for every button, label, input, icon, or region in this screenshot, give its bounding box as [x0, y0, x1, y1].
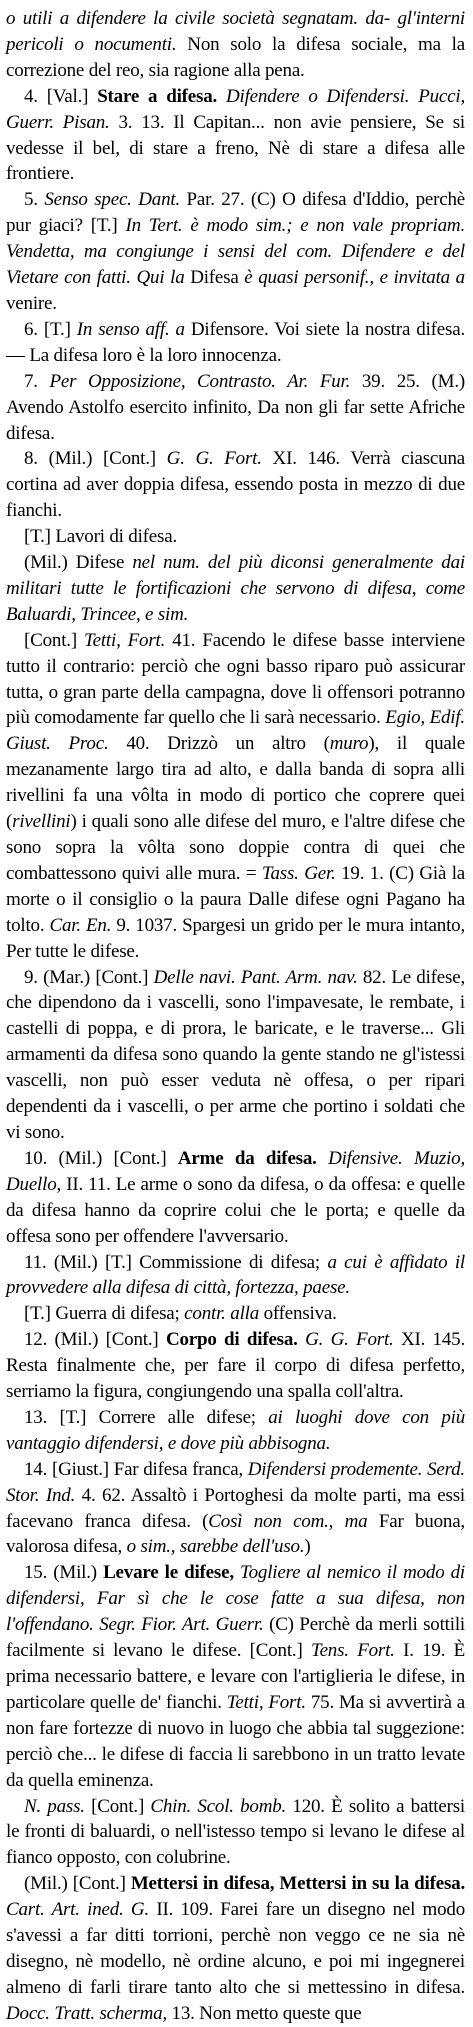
body-text: 6. [T.]	[24, 318, 77, 340]
body-text: Far buona, valorosa difesa,	[6, 1510, 465, 1558]
italic-text: In senso aff. a	[76, 318, 185, 340]
dictionary-paragraph	[6, 1250, 465, 1302]
italic-text: Cart. Art. ined. G.	[6, 1899, 149, 1921]
body-text: (Mil.) Difese	[24, 552, 133, 574]
dictionary-paragraph	[6, 1457, 465, 1561]
body-text: 9. 1037. Spargesi un grido per le mura intanto, Per tutte le difese.	[6, 914, 465, 962]
body-text: [T.] Guerra di difesa;	[24, 1303, 185, 1325]
entry-phrase: Levare le difese,	[103, 1562, 234, 1584]
body-text: 39. 25. (M.) Avendo Astolfo esercito infinito, Da non gli far sette Afriche difesa.	[6, 370, 466, 444]
body-text: Par. 27. (C) O difesa d'Iddio, perchè pur giaci? [T.]	[6, 189, 466, 237]
dictionary-paragraph	[6, 446, 465, 524]
entry-phrase: Arme da difesa.	[177, 1147, 317, 1169]
body-text: 9. (Mar.) [Cont.]	[24, 966, 154, 988]
body-text: 8. (Mil.) [Cont.]	[24, 448, 167, 470]
dictionary-paragraph	[6, 1794, 465, 1872]
italic-text: Per Opposizione, Contrasto. Ar. Fur.	[49, 370, 351, 392]
dictionary-paragraph	[6, 1146, 465, 1250]
dictionary-paragraph	[6, 369, 465, 447]
dictionary-paragraph	[6, 550, 465, 628]
entry-phrase: Stare a difesa.	[97, 85, 218, 107]
body-text: 40. Drizzò un altro (	[108, 733, 330, 755]
italic-text: In Tert. è modo sim.; e non vale propriam. Vendetta, ma congiunge i sensi del com. Difendere e del Vietare con fatti. Qui la	[6, 215, 465, 289]
italic-text: muro	[329, 733, 369, 755]
body-text: 82. Le difese, che dipendono da i vascelli, sono l'impavesate, le rembate, i castelli di poppa, e di prora, le baricate, e le traverse... Gli armamenti da difesa sono quando la gente stando ne gl'istessi vascelli, non può esser veduta nè offesa, o per ripari dependenti da i vascelli, o per arme che portino i soldati che vi sono.	[6, 966, 465, 1143]
body-text: II. 109. Farei fare un disegno nel modo s'avessi a far ditti torrioni, perchè non veggo ce ne sia nè disegno, nè modello, nè ordine alcuno, e poi mi ingegnerei almeno di farli tirare tanto alto che si mettessino in difesa.	[6, 1899, 466, 1998]
body-text: 10. (Mil.) [Cont.]	[24, 1147, 178, 1169]
body-text: 13. Non metto queste que	[166, 2002, 362, 2024]
italic-text: Egio, Edif. Giust. Proc.	[6, 707, 465, 755]
dictionary-paragraph	[6, 965, 465, 1146]
dictionary-paragraph	[6, 1871, 465, 2026]
italic-text: Chin. Scol. bomb.	[150, 1795, 287, 1817]
body-text: 14. [Giust.] Far difesa franca,	[24, 1458, 248, 1480]
body-text: ), il quale mezanamente largo tira ad alto, e dalla banda di sopra alli rivellini fa una vôlta in modo di portico che coprere quei (	[6, 733, 465, 833]
italic-text: ai luoghi dove con più vantaggio difendersi, e dove più abbisogna.	[6, 1406, 466, 1454]
italic-text: contr. alla	[184, 1303, 260, 1325]
body-text: 120. È solito a battersi le fronti di baluardi, o nell'istesso tempo si levano le difese al fianco opposto, con colubrine.	[6, 1795, 465, 1869]
body-text: offensiva.	[259, 1303, 337, 1325]
body-text: 15. (Mil.)	[24, 1562, 104, 1584]
italic-text: nel num. del più diconsi generalmente dai militari tutte le fortificazioni che servono di difesa, come Baluardi, Trincee, e sim.	[6, 552, 465, 625]
body-text: 12. (Mil.) [Cont.]	[24, 1329, 166, 1351]
body-text: [T.] Lavori di difesa.	[24, 526, 177, 548]
body-text: 75. Ma si avvertirà a non fare fortezze di nuovo in luogo che abbia tal suggezione: perciò che... le difese di faccia li sarebbono in un tratto levate da quella eminenza.	[6, 1691, 465, 1791]
body-text: 13. [T.] Correre alle difese;	[24, 1406, 269, 1428]
body-text: 11. (Mil.) [T.] Commissione di difesa;	[24, 1251, 328, 1273]
dictionary-paragraph	[6, 524, 465, 550]
entry-phrase: Mettersi in difesa, Mettersi in su la difesa.	[130, 1873, 465, 1895]
italic-text: è quasi personif., e invitata a	[244, 267, 465, 289]
body-text: )	[304, 1536, 311, 1558]
dictionary-paragraph	[6, 317, 465, 369]
body-text: ) i quali sono alle difese del muro, e l'altre difese che sono sopra la vôlta sono doppie contra di quei che combattessono quivi alle mura. =	[6, 811, 465, 884]
body-text: 19. 1. (C) Già la morte o il consiglio o la paura Dalle difese ogni Pagano ha tolto.	[6, 862, 466, 936]
body-text: venire.	[6, 292, 57, 314]
italic-text: Senso spec. Dant.	[44, 189, 180, 211]
body-text: Non solo la difesa sociale, ma la correzione del reo, sia ragione alla pena.	[6, 33, 465, 81]
body-text: Difensore. Voi siete la nostra difesa. — La difesa loro è la loro innocenza.	[6, 318, 465, 366]
dictionary-paragraph	[6, 1327, 465, 1405]
body-text: I. 19. È prima necessario battere, e levare con l'artiglieria le difese, in particolare quelle de' fianchi.	[6, 1640, 465, 1713]
dictionary-paragraph	[6, 1301, 465, 1327]
entry-phrase: Corpo di difesa.	[165, 1329, 298, 1351]
body-text: II. 11. Le arme o sono da difesa, o da offesa: e quelle da difesa hanno da coprire colui che le porta; e quelle da offesa sono per offendere l'avversario.	[6, 1173, 465, 1247]
italic-text: Tetti, Fort.	[83, 629, 166, 651]
italic-text: Togliere al nemico il modo di difendersi, Far sì che le cose fatte a sua difesa, non l'offendano. Segr. Fior. Art. Guerr.	[6, 1562, 466, 1636]
body-text: 4. 62. Assaltò i Portoghesi da molte parti, ma essi facevano franca difesa. (	[6, 1484, 465, 1532]
body-text: 7.	[24, 370, 50, 392]
dictionary-paragraph	[6, 1560, 465, 1793]
italic-text: Docc. Tratt. scherma,	[6, 2002, 167, 2024]
italic-text: Difendersi prodemente. Serd. Stor. Ind.	[6, 1458, 465, 1506]
body-text: [Cont.]	[84, 1795, 151, 1817]
body-text: 4. [Val.]	[24, 85, 98, 107]
italic-text: gl'interni pericoli o nocumenti.	[6, 8, 465, 55]
body-text: Difesa	[184, 267, 245, 289]
italic-text: rivellini	[12, 811, 71, 833]
italic-text: Tetti, Fort.	[226, 1691, 306, 1713]
dictionary-paragraph	[6, 6, 465, 84]
dictionary-paragraph	[6, 1405, 465, 1457]
italic-text: Tass. Ger.	[261, 862, 336, 884]
italic-text: Difendere o Difendersi. Pucci, Guerr. Pisan.	[6, 85, 465, 133]
italic-text: G. G. Fort.	[297, 1329, 394, 1351]
dictionary-paragraph	[6, 187, 465, 317]
italic-text: N. pass.	[24, 1795, 85, 1817]
italic-text: a cui è affidato il provvedere alla difesa di città, fortezza, paese.	[6, 1251, 465, 1299]
italic-text: G. G. Fort.	[166, 448, 262, 470]
dictionary-paragraph	[6, 628, 465, 965]
italic-text: o sim., sarebbe dell'uso.	[126, 1536, 305, 1558]
body-text: (Mil.) [Cont.]	[24, 1873, 131, 1895]
body-text: (C) Perchè da merli sottili facilmente si levano le difese. [Cont.]	[6, 1614, 465, 1662]
italic-text: Tens. Fort.	[310, 1640, 395, 1662]
italic-text: o utili a difendere la civile società segnatam. da-	[6, 8, 391, 29]
body-text: XI. 145. Resta finalmente che, per fare il corpo di difesa perfetto, serriamo la figura, congiungendo una spalla coll'altra.	[6, 1329, 466, 1403]
italic-text: Car. En.	[49, 914, 112, 936]
body-text: 5.	[24, 189, 45, 211]
italic-text: Difensive. Muzio, Duello,	[6, 1147, 465, 1195]
dictionary-paragraph	[6, 84, 465, 188]
body-text: 41. Facendo le difese basse interviene tutto il contrario: perciò che ogni basso riparo può assicurar tutta, o gran parte della campagna, dove li offensori potranno più comodamente far quello che li sarà necessario.	[6, 629, 465, 729]
italic-text: Così non com., ma	[208, 1510, 368, 1532]
body-text: 3. 13. Il Capitan... non avie pensiere, Se si vedesse il bel, di stare a freno, Nè di stare a difesa alle frontiere.	[6, 111, 466, 185]
body-text: [Cont.]	[24, 629, 84, 651]
italic-text: Delle navi. Pant. Arm. nav.	[153, 966, 358, 988]
body-text: XI. 146. Verrà ciascuna cortina ad aver doppia difesa, essendo posta in mezzo di due fianchi.	[6, 448, 465, 522]
